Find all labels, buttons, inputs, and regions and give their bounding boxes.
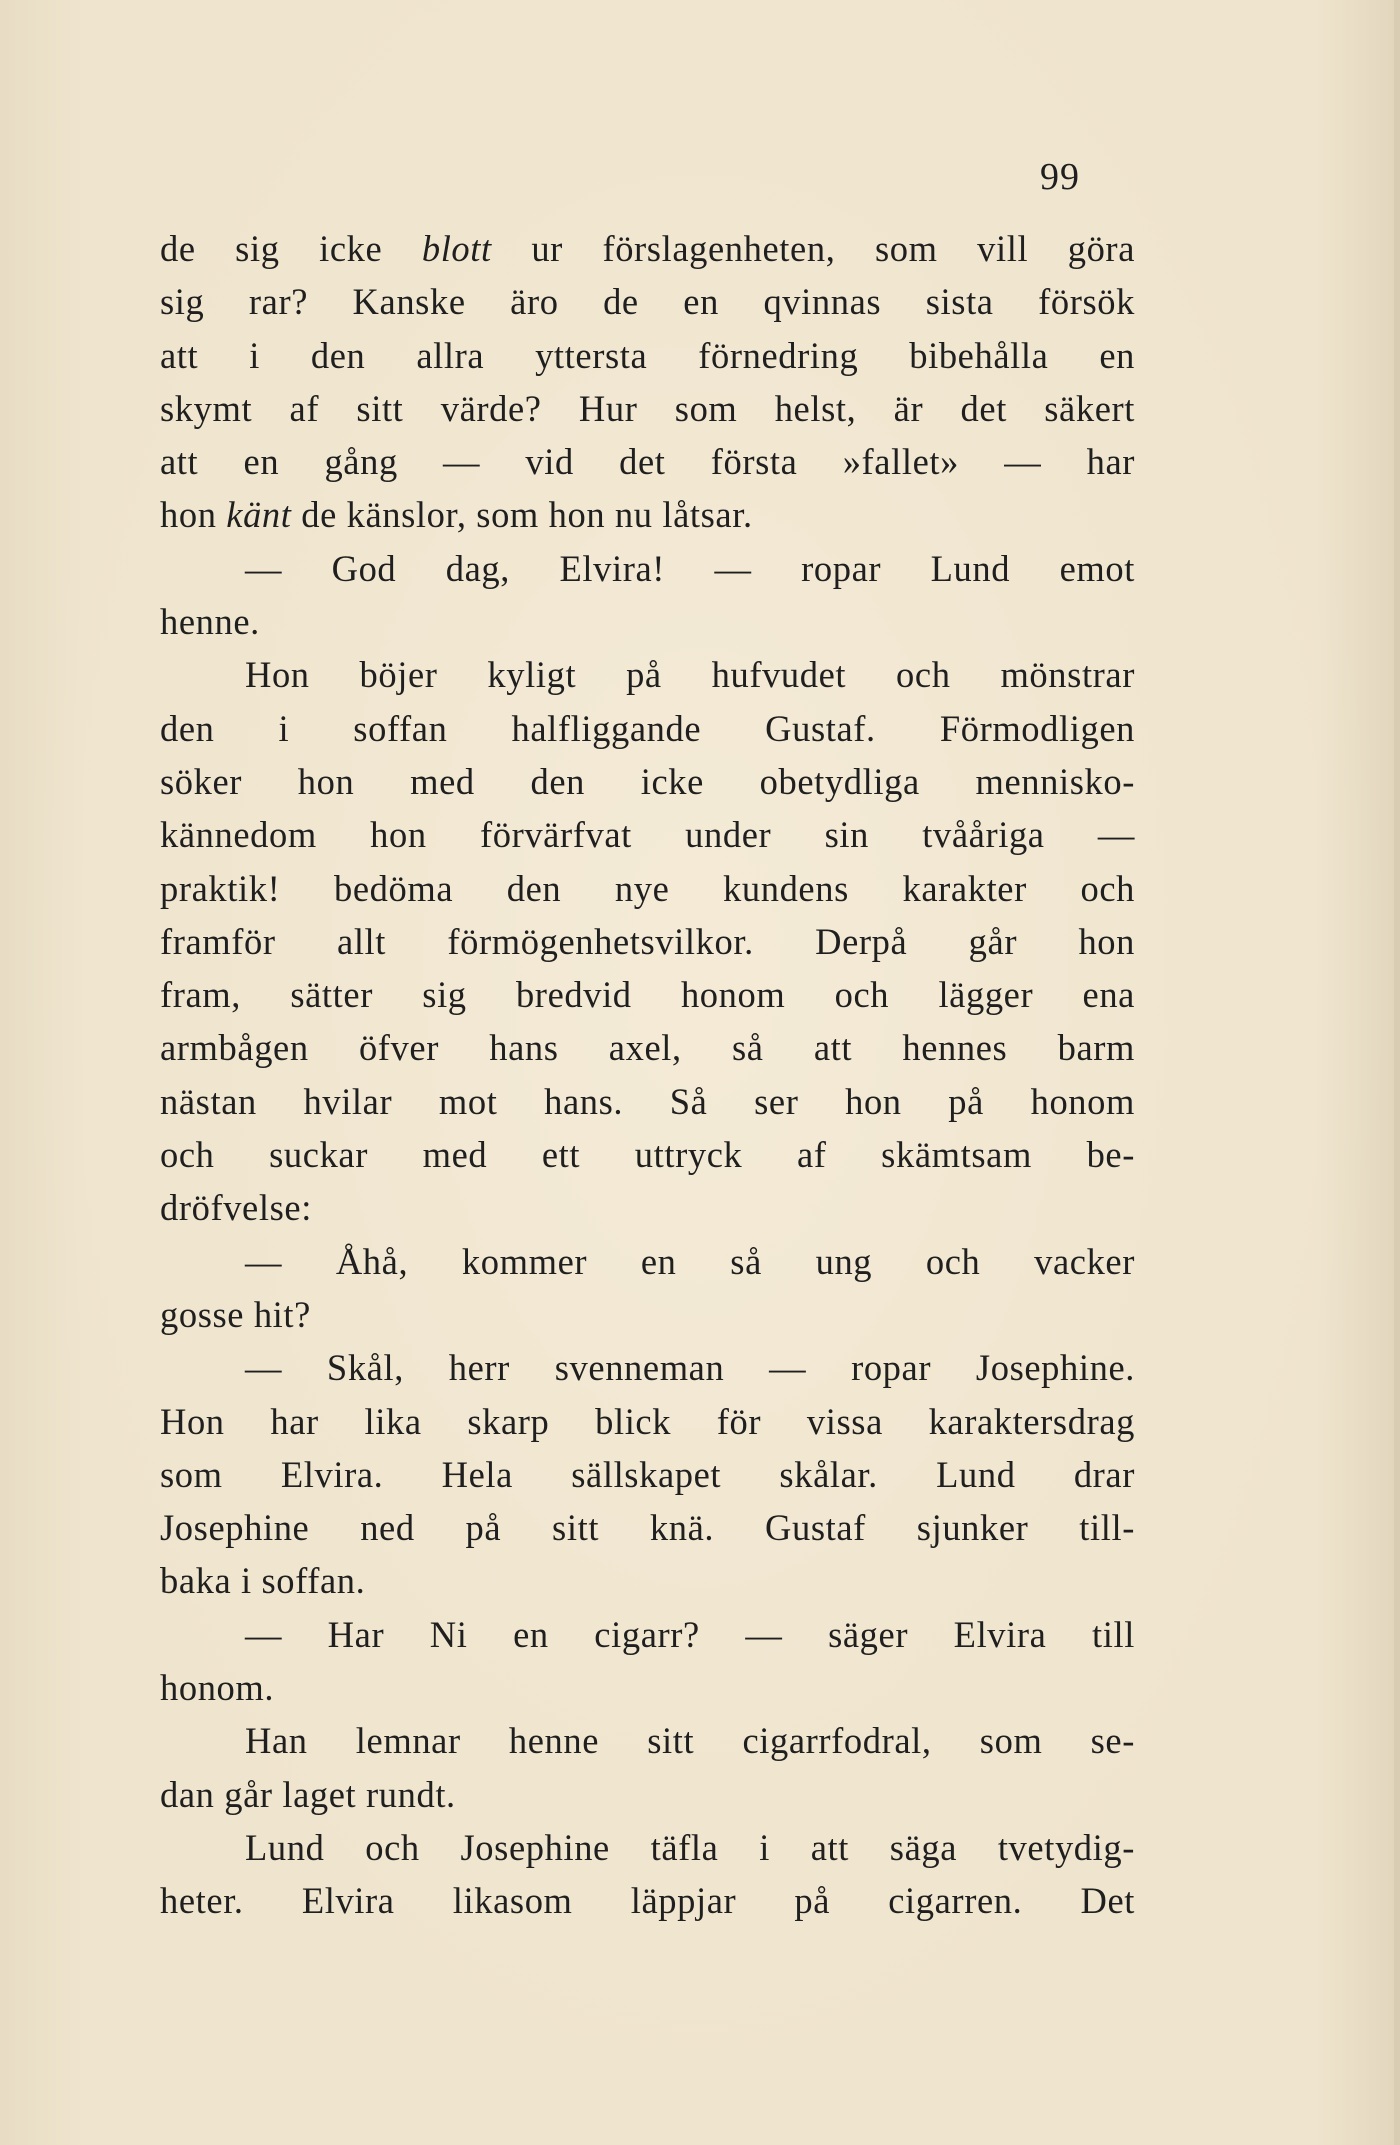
text-run: skymt af sitt värde? Hur som helst, är det säkert — [160, 387, 1135, 429]
text-line — [160, 382, 1135, 435]
text-run: — Har Ni en cigarr? — säger Elvira till — [245, 1613, 1135, 1655]
text-run: henne. — [160, 601, 260, 643]
text-run: — Skål, herr svenneman — ropar Josephine. — [245, 1347, 1135, 1389]
text-run: kännedom hon förvärfvat under sin tvååriga — — [160, 814, 1135, 856]
text-run: att en gång — vid det första »fallet» — har — [160, 441, 1135, 483]
text-line — [160, 1821, 1135, 1874]
page-number: 99 — [1040, 156, 1080, 198]
text-run: Lund och Josephine täfla i att säga tvetydig- — [245, 1826, 1135, 1868]
text-line — [160, 1288, 1135, 1341]
text-line — [160, 1768, 1135, 1821]
text-run: honom. — [160, 1667, 275, 1709]
text-line — [160, 435, 1135, 488]
text-line — [160, 275, 1135, 328]
text-run: de sig icke — [160, 228, 422, 269]
text-run: — God dag, Elvira! — ropar Lund emot — [245, 547, 1135, 589]
text-line — [160, 1554, 1135, 1607]
text-line — [160, 1874, 1135, 1927]
text-line — [160, 1235, 1135, 1288]
text-line — [160, 1608, 1135, 1661]
text-line — [160, 915, 1135, 968]
text-line — [160, 1501, 1135, 1554]
text-run: de känslor, som hon nu låtsar. — [291, 494, 753, 536]
text-run: och suckar med ett uttryck af skämtsam be- — [160, 1134, 1135, 1176]
text-run: nästan hvilar mot hans. Så ser hon på honom — [160, 1080, 1135, 1122]
text-run: Han lemnar henne sitt cigarrfodral, som se- — [245, 1720, 1135, 1762]
text-line — [160, 1128, 1135, 1181]
text-run: ur förslagenheten, som vill göra — [491, 228, 1135, 269]
text-line — [160, 1021, 1135, 1074]
text-run: dan går laget rundt. — [160, 1773, 456, 1815]
text-run: fram, sätter sig bredvid honom och lägger ena — [160, 974, 1135, 1016]
text-run: baka i soffan. — [160, 1560, 366, 1602]
text-run: Hon böjer kyligt på hufvudet och mönstrar — [245, 654, 1135, 696]
text-line — [160, 1075, 1135, 1128]
text-run: den i soffan halfliggande Gustaf. Förmodligen — [160, 707, 1135, 749]
text-line — [160, 808, 1135, 861]
text-run: — Åhå, kommer en så ung och vacker — [245, 1240, 1135, 1282]
text-run: som Elvira. Hela sällskapet skålar. Lund drar — [160, 1453, 1135, 1495]
text-line — [160, 488, 1135, 541]
text-line — [160, 1448, 1135, 1501]
text-line — [160, 862, 1135, 915]
page-edge — [1394, 0, 1400, 2145]
text-run: dröfvelse: — [160, 1187, 312, 1229]
text-line — [160, 222, 1135, 275]
text-run: praktik! bedöma den nye kundens karakter och — [160, 867, 1135, 909]
text-line — [160, 648, 1135, 701]
text-line — [160, 542, 1135, 595]
text-run: hon — [160, 494, 227, 536]
text-run: Hon har lika skarp blick för vissa karaktersdrag — [160, 1400, 1135, 1442]
text-line — [160, 1395, 1135, 1448]
text-run: sig rar? Kanske äro de en qvinnas sista försök — [160, 281, 1135, 323]
text-line — [160, 755, 1135, 808]
italic-text: blott — [421, 228, 492, 269]
text-line — [160, 595, 1135, 648]
text-line — [160, 1714, 1135, 1767]
body-text — [160, 222, 1135, 1928]
text-line — [160, 1341, 1135, 1394]
text-run: heter. Elvira likasom läppjar på cigarren. Det — [160, 1880, 1135, 1922]
text-line — [160, 329, 1135, 382]
text-run: Josephine ned på sitt knä. Gustaf sjunker till- — [160, 1507, 1135, 1549]
text-run: söker hon med den icke obetydliga mennisko- — [160, 760, 1135, 802]
text-run: att i den allra yttersta förnedring bibehålla en — [160, 334, 1135, 376]
text-run: gosse hit? — [160, 1293, 311, 1335]
text-line — [160, 702, 1135, 755]
text-line — [160, 1181, 1135, 1234]
text-line — [160, 968, 1135, 1021]
text-run: armbågen öfver hans axel, så att hennes barm — [160, 1027, 1135, 1069]
italic-text: känt — [226, 494, 292, 536]
text-run: framför allt förmögenhetsvilkor. Derpå går hon — [160, 920, 1135, 962]
text-line — [160, 1661, 1135, 1714]
